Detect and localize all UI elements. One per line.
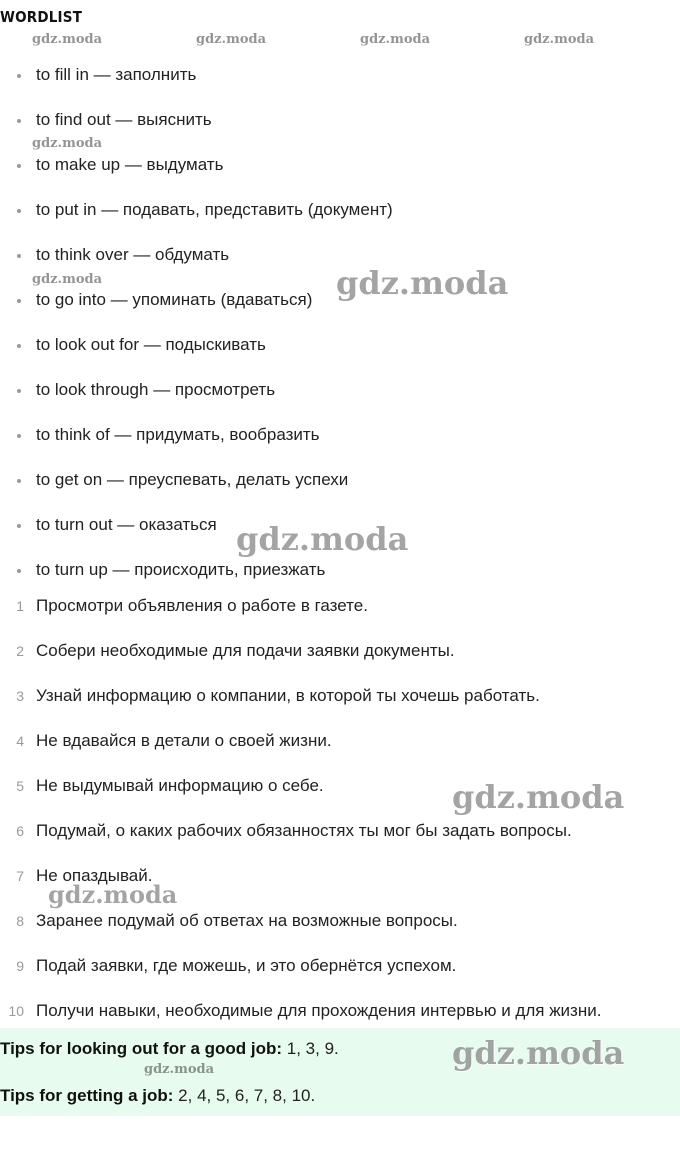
list-item bbox=[0, 63, 680, 87]
item-text: Собери необходимые для подачи заявки документы. bbox=[36, 641, 455, 660]
wordlist-entry: to fill in — заполнить bbox=[36, 65, 197, 84]
item-text: Узнай информацию о компании, в которой ты хочешь работать. bbox=[36, 686, 540, 705]
item-text: Получи навыки, необходимые для прохождения интервью и для жизни. bbox=[36, 1001, 602, 1020]
summary-line-getting-job bbox=[0, 1084, 315, 1108]
numbered-item bbox=[0, 729, 680, 753]
item-text: Не опаздывай. bbox=[36, 866, 153, 885]
watermark: gdz.moda bbox=[524, 32, 595, 47]
watermark: gdz.moda bbox=[236, 520, 409, 558]
wordlist-entry: to think over — обдумать bbox=[36, 245, 230, 264]
wordlist-entry: to go into — упоминать (вдаваться) bbox=[36, 290, 313, 309]
wordlist-entry: to put in — подавать, представить (документ) bbox=[36, 200, 393, 219]
list-item bbox=[0, 198, 680, 222]
list-item bbox=[0, 378, 680, 402]
bullet-marker bbox=[17, 344, 21, 348]
watermark: gdz.moda bbox=[336, 264, 509, 302]
list-item bbox=[0, 108, 680, 132]
item-text: Не вдавайся в детали о своей жизни. bbox=[36, 731, 332, 750]
item-number: 5 bbox=[16, 778, 24, 794]
watermark: gdz.moda bbox=[452, 778, 625, 816]
item-number: 1 bbox=[16, 598, 24, 614]
list-item bbox=[0, 333, 680, 357]
item-number: 4 bbox=[16, 733, 24, 749]
list-item bbox=[0, 423, 680, 447]
item-text: Просмотри объявления о работе в газете. bbox=[36, 596, 368, 615]
wordlist-entry: to think of — придумать, вообразить bbox=[36, 425, 320, 444]
wordlist-entry: to look through — просмотреть bbox=[36, 380, 276, 399]
bullet-marker bbox=[17, 209, 21, 213]
summary-line-good-job bbox=[0, 1037, 339, 1061]
bullet-marker bbox=[17, 299, 21, 303]
bullet-marker bbox=[17, 524, 21, 528]
bullet-marker bbox=[17, 254, 21, 258]
list-item bbox=[0, 468, 680, 492]
watermark: gdz.moda bbox=[48, 880, 178, 909]
numbered-item bbox=[0, 819, 680, 843]
bullet-marker bbox=[17, 389, 21, 393]
watermark: gdz.moda bbox=[144, 1062, 215, 1077]
item-text: Подумай, о каких рабочих обязанностях ты мог бы задать вопросы. bbox=[36, 821, 572, 840]
bullet-marker bbox=[17, 164, 21, 168]
item-number: 7 bbox=[16, 868, 24, 884]
wordlist-entry: to get on — преуспевать, делать успехи bbox=[36, 470, 349, 489]
wordlist-entry: to turn up — происходить, приезжать bbox=[36, 560, 326, 579]
watermark: gdz.moda bbox=[32, 32, 103, 47]
watermark: gdz.moda bbox=[32, 136, 103, 151]
summary-label: Tips for getting a job: bbox=[0, 1086, 174, 1105]
bullet-marker bbox=[17, 434, 21, 438]
item-text: Заранее подумай об ответах на возможные вопросы. bbox=[36, 911, 458, 930]
numbered-item bbox=[0, 684, 680, 708]
bullet-marker bbox=[17, 119, 21, 123]
item-text: Не выдумывай информацию о себе. bbox=[36, 776, 324, 795]
watermark: gdz.moda bbox=[360, 32, 431, 47]
item-number: 9 bbox=[16, 958, 24, 974]
numbered-item bbox=[0, 909, 680, 933]
wordlist-entry: to find out — выяснить bbox=[36, 110, 212, 129]
item-number: 10 bbox=[8, 1003, 24, 1019]
page-title: WORDLIST bbox=[0, 8, 83, 26]
summary-value: 2, 4, 5, 6, 7, 8, 10. bbox=[173, 1086, 316, 1105]
bullet-marker bbox=[17, 569, 21, 573]
item-number: 6 bbox=[16, 823, 24, 839]
numbered-item bbox=[0, 594, 680, 618]
bullet-marker bbox=[17, 74, 21, 78]
summary-value: 1, 3, 9. bbox=[282, 1039, 339, 1058]
item-number: 8 bbox=[16, 913, 24, 929]
wordlist-entry: to make up — выдумать bbox=[36, 155, 224, 174]
summary-label: Tips for looking out for a good job: bbox=[0, 1039, 283, 1058]
watermark: gdz.moda bbox=[452, 1034, 625, 1072]
wordlist-entry: to look out for — подыскивать bbox=[36, 335, 266, 354]
watermark: gdz.moda bbox=[196, 32, 267, 47]
numbered-item bbox=[0, 954, 680, 978]
list-item bbox=[0, 153, 680, 177]
wordlist-entry: to turn out — оказаться bbox=[36, 515, 217, 534]
bullet-marker bbox=[17, 479, 21, 483]
numbered-item bbox=[0, 999, 680, 1023]
numbered-item bbox=[0, 639, 680, 663]
item-number: 2 bbox=[16, 643, 24, 659]
item-number: 3 bbox=[16, 688, 24, 704]
watermark: gdz.moda bbox=[32, 272, 103, 287]
item-text: Подай заявки, где можешь, и это обернётся успехом. bbox=[36, 956, 457, 975]
list-item bbox=[0, 558, 680, 582]
